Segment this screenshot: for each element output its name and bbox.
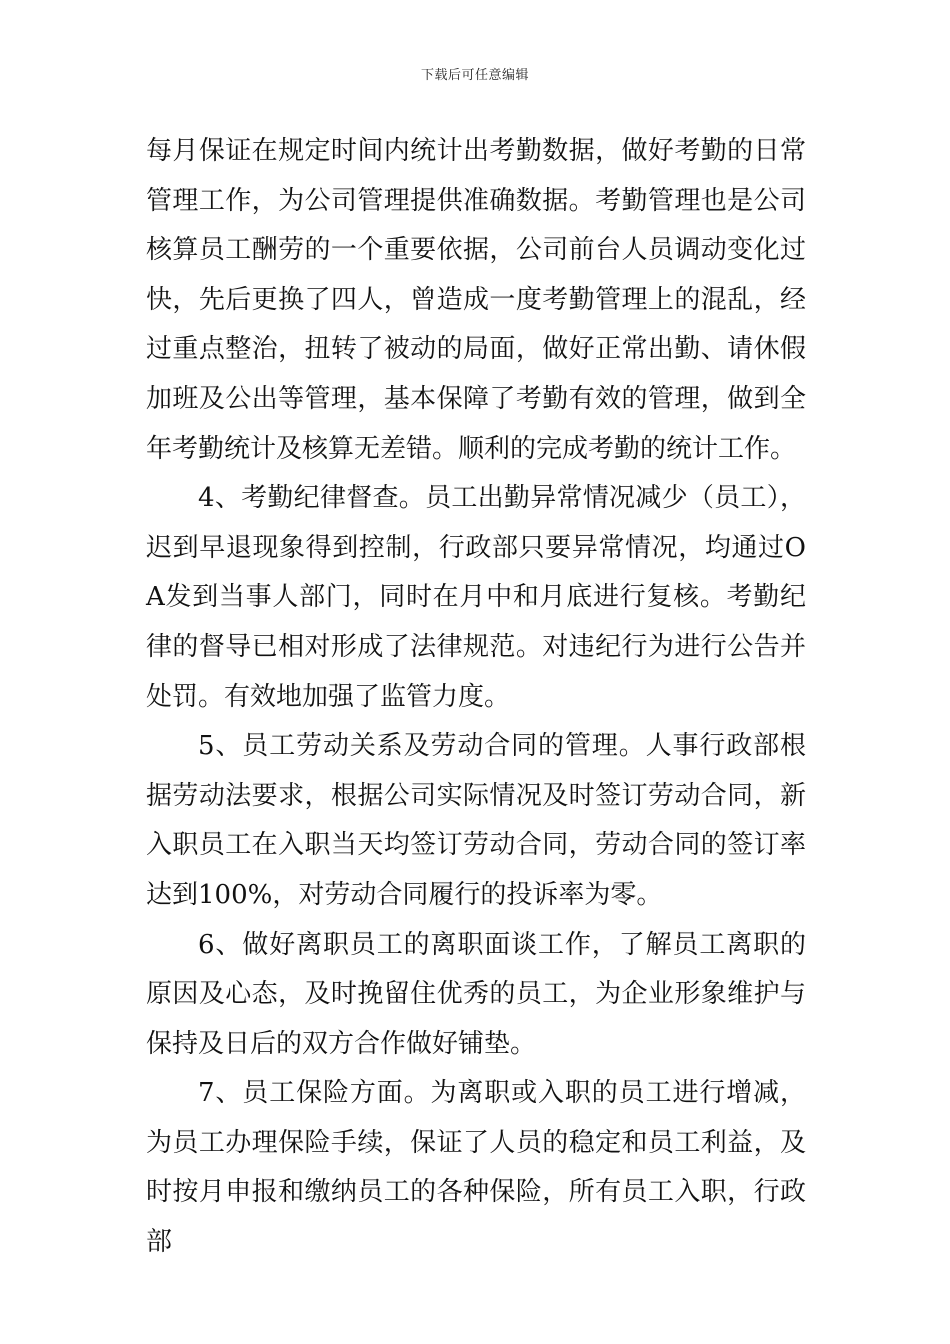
document-body	[146, 127, 806, 1268]
paragraph-attendance-statistics: 每月保证在规定时间内统计出考勤数据，做好考勤的日常管理工作，为公司管理提供准确数据。考勤管理也是公司核算员工酬劳的一个重要依据，公司前台人员调动变化过快，先后更换了四人，曾造成一度考勤管理上的混乱，经过重点整治，扭转了被动的局面，做好正常出勤、请休假加班及公出等管理，基本保障了考勤有效的管理，做到全年考勤统计及核算无差错。顺利的完成考勤的统计工作。	[146, 136, 806, 464]
paragraph-employee-insurance: 7、员工保险方面。为离职或入职的员工进行增减，为员工办理保险手续，保证了人员的稳定和员工利益，及时按月申报和缴纳员工的各种保险，所有员工入职，行政部	[146, 1078, 806, 1258]
paragraph-exit-interview: 6、做好离职员工的离职面谈工作，了解员工离职的原因及心态，及时挽留住优秀的员工，为企业形象维护与保持及日后的双方合作做好铺垫。	[146, 929, 806, 1059]
paragraph-labor-contract: 5、员工劳动关系及劳动合同的管理。人事行政部根据劳动法要求，根据公司实际情况及时签订劳动合同，新入职员工在入职当天均签订劳动合同，劳动合同的签订率达到100%，对劳动合同履行的投诉率为零。	[146, 731, 806, 910]
page-header: 下载后可任意编辑	[420, 68, 529, 83]
paragraph-attendance-discipline: 4、考勤纪律督查。员工出勤异常情况减少（员工），迟到早退现象得到控制，行政部只要异常情况，均通过OA发到当事人部门，同时在月中和月底进行复核。考勤纪律的督导已相对形成了法律规范。对违纪行为进行公告并处罚。有效地加强了监管力度。	[146, 483, 806, 712]
